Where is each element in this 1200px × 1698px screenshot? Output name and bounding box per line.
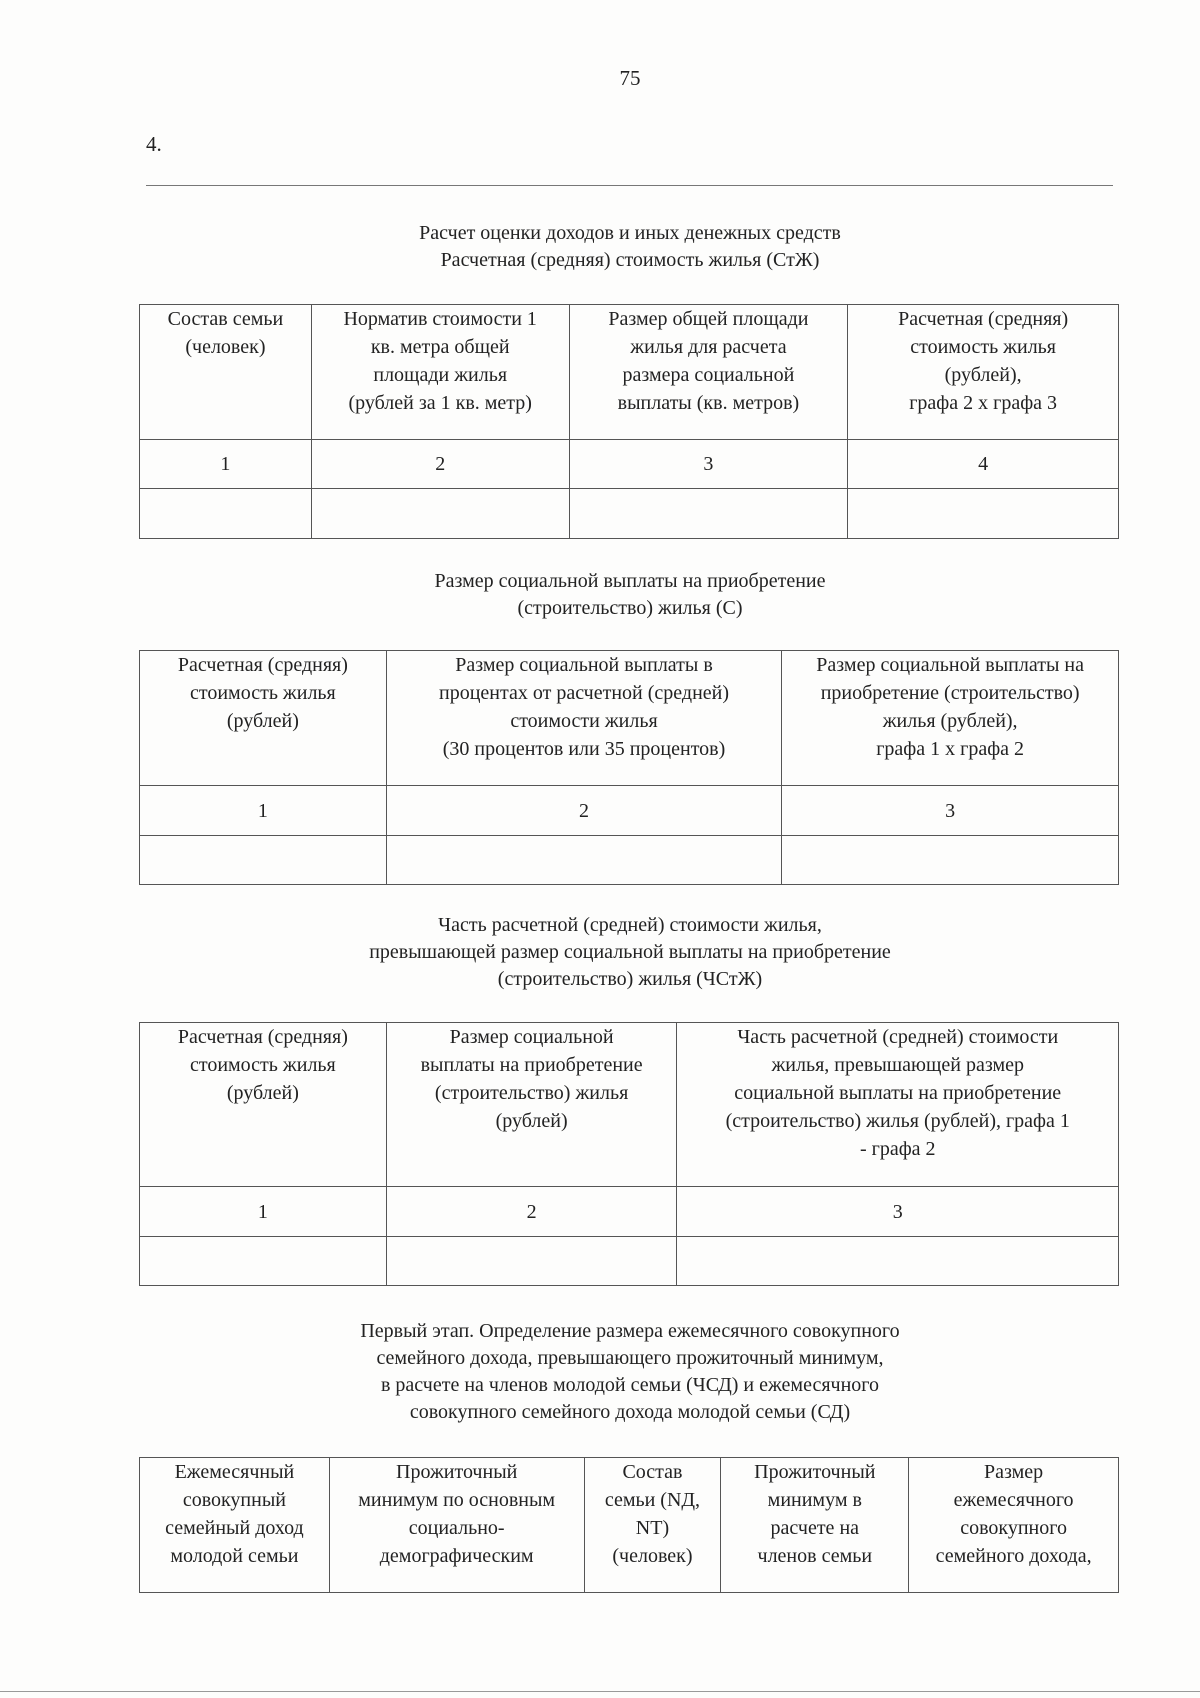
header-cell: Прожиточный минимум в расчете на членов семьи: [721, 1458, 909, 1593]
header-cell: Ежемесячный совокупный семейный доход молодой семьи: [140, 1458, 330, 1593]
section-c-heading: [0, 912, 1200, 993]
column-number: 1: [140, 1187, 387, 1237]
heading-line: превышающей размер социальной выплаты на приобретение: [369, 941, 891, 963]
table-cost-excess: [139, 1022, 1119, 1286]
empty-cell: [140, 836, 387, 885]
column-number: 2: [311, 440, 569, 489]
column-number: 2: [386, 1187, 677, 1237]
header-cell: Размер ежемесячного совокупного семейного дохода,: [909, 1458, 1119, 1593]
heading-line: Первый этап. Определение размера ежемесячного совокупного: [360, 1320, 900, 1342]
header-cell: Расчетная (средняя) стоимость жилья (рублей), графа 2 x графа 3: [848, 305, 1119, 440]
column-number: 3: [782, 786, 1119, 836]
table-housing-cost: [139, 304, 1119, 539]
table-header-row: [140, 1023, 1119, 1187]
empty-data-row: [140, 1237, 1119, 1286]
heading-line: Часть расчетной (средней) стоимости жилья,: [438, 914, 822, 936]
section-d-heading: [0, 1318, 1200, 1426]
heading-line: совокупного семейного дохода молодой семьи (СД): [409, 1401, 851, 1423]
table-family-income: [139, 1457, 1119, 1593]
heading-line: Расчетная (средняя) стоимость жилья (СтЖ): [440, 249, 820, 271]
empty-cell: [782, 836, 1119, 885]
heading-line: Размер социальной выплаты на приобретение: [434, 570, 826, 592]
header-cell: Норматив стоимости 1 кв. метра общей площади жилья (рублей за 1 кв. метр): [311, 305, 569, 440]
section-number: 4.: [146, 132, 162, 156]
table-header-row: [140, 1458, 1119, 1593]
heading-line: в расчете на членов молодой семьи (ЧСД) и ежемесячного: [380, 1374, 880, 1396]
empty-cell: [569, 489, 848, 539]
empty-cell: [386, 1237, 677, 1286]
table-header-row: [140, 651, 1119, 786]
column-number: 4: [848, 440, 1119, 489]
column-number-row: [140, 440, 1119, 489]
heading-line: Расчет оценки доходов и иных денежных средств: [419, 222, 841, 244]
column-number: 3: [677, 1187, 1119, 1237]
header-cell: Размер социальной выплаты на приобретение (строительство) жилья (рублей), графа 1 x графа 2: [782, 651, 1119, 786]
bottom-edge-line: [0, 1691, 1200, 1692]
header-cell: Размер социальной выплаты на приобретение (строительство) жилья (рублей): [386, 1023, 677, 1187]
header-cell: Расчетная (средняя) стоимость жилья (рублей): [140, 1023, 387, 1187]
empty-cell: [386, 836, 782, 885]
page-number: 75: [619, 66, 641, 90]
column-number-row: [140, 786, 1119, 836]
header-cell: Размер социальной выплаты в процентах от расчетной (средней) стоимости жилья (30 процентов или 35 процентов): [386, 651, 782, 786]
table-header-row: [140, 305, 1119, 440]
heading-line: семейного дохода, превышающего прожиточный минимум,: [376, 1347, 884, 1369]
header-cell: Состав семьи (человек): [140, 305, 312, 440]
empty-cell: [140, 1237, 387, 1286]
column-number: 1: [140, 786, 387, 836]
empty-cell: [140, 489, 312, 539]
empty-cell: [848, 489, 1119, 539]
column-number-row: [140, 1187, 1119, 1237]
column-number: 2: [386, 786, 782, 836]
empty-data-row: [140, 489, 1119, 539]
empty-cell: [677, 1237, 1119, 1286]
header-cell: Прожиточный минимум по основным социально- демографическим: [329, 1458, 584, 1593]
heading-line: (строительство) жилья (ЧСтЖ): [497, 968, 763, 990]
header-cell: Размер общей площади жилья для расчета размера социальной выплаты (кв. метров): [569, 305, 848, 440]
top-divider: [146, 185, 1113, 186]
header-cell: Расчетная (средняя) стоимость жилья (рублей): [140, 651, 387, 786]
column-number: 3: [569, 440, 848, 489]
empty-data-row: [140, 836, 1119, 885]
header-cell: Часть расчетной (средней) стоимости жилья, превышающей размер социальной выплаты на приобретение (строительство) жилья (рублей), графа 1 - графа 2: [677, 1023, 1119, 1187]
section-b-heading: [0, 568, 1200, 622]
column-number: 1: [140, 440, 312, 489]
section-a-heading: [0, 220, 1200, 274]
empty-cell: [311, 489, 569, 539]
heading-line: (строительство) жилья (С): [517, 597, 743, 619]
table-social-payment: [139, 650, 1119, 885]
header-cell: Состав семьи (NД, NТ) (человек): [584, 1458, 721, 1593]
